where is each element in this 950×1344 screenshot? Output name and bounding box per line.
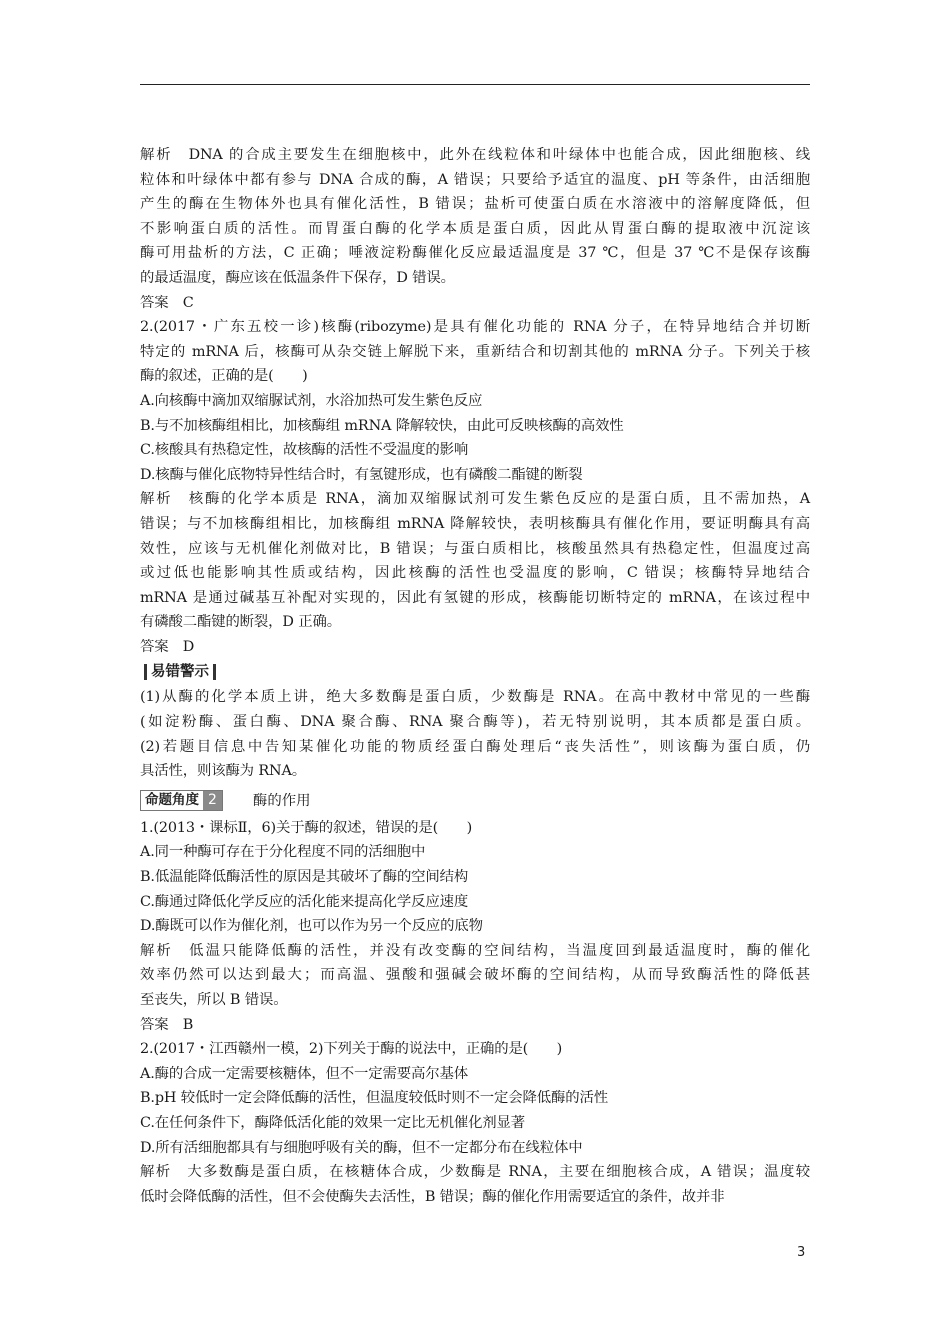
- topic-badge-label: 命题角度: [141, 791, 203, 810]
- option-line: B.低温能降低酶活性的原因是其破坏了酶的空间结构: [140, 869, 469, 886]
- question-2-stem: [140, 315, 810, 389]
- option-line: C.酶通过降低化学反应的活化能来提高化学反应速度: [140, 893, 469, 910]
- text-line: 解析 DNA 的合成主要发生在细胞核中，此外在线粒体和叶绿体中也能合成，因此细胞核、线: [140, 147, 810, 163]
- question-2-analysis: [140, 487, 810, 635]
- option-line: B.与不加核酶组相比，加核酶组 mRNA 降解较快，由此可反映核酶的高效性: [140, 417, 624, 434]
- text-line: 低时会降低酶的活性，但不会使酶失去活性，B 错误；酶的催化作用需要适宜的条件，故并非: [140, 1188, 725, 1205]
- text-line: 产生的酶在生物体外也具有催化活性，B 错误；盐析可使蛋白质在水溶液中的溶解度降低，但: [140, 196, 810, 213]
- question-2-options: [140, 389, 810, 487]
- text-line: 解析 低温只能降低酶的活性，并没有改变酶的空间结构，当温度回到最适温度时，酶的催化: [140, 942, 810, 959]
- text-line: 有磷酸二酯键的断裂，D 正确。: [140, 614, 341, 631]
- option-line: D.所有活细胞都具有与细胞呼吸有关的酶，但不一定都分布在线粒体中: [140, 1139, 583, 1156]
- analysis-prev: [140, 143, 810, 291]
- text-line: 或过低也能影响其性质或结构，因此核酶的活性也受温度的影响，C 错误；核酶特异地结合: [140, 565, 810, 582]
- option-line: C.在任何条件下，酶降低活化能的效果一定比无机催化剂显著: [140, 1114, 526, 1131]
- option-line: A.向核酶中滴加双缩脲试剂，水浴加热可发生紫色反应: [140, 392, 483, 409]
- topic2-question-2-options: [140, 1062, 810, 1160]
- text-line: 2.(2017・广东五校一诊)核酶(ribozyme)是具有催化功能的 RNA 分子，在特异地结合并切断: [140, 319, 810, 336]
- text-line: (如淀粉酶、蛋白酶、DNA 聚合酶、RNA 聚合酶等)，若无特别说明，其本质都是蛋白质。: [140, 714, 810, 731]
- bar-right-icon: [213, 664, 216, 680]
- topic-badge: [140, 786, 810, 816]
- text-line: 酶的叙述，正确的是( ): [140, 368, 308, 385]
- warning-body: [140, 685, 810, 783]
- text-line: 效性，应该与无机催化剂做对比，B 错误；与蛋白质相比，核酸虽然具有热稳定性，但温度过高: [140, 540, 810, 557]
- question-2-answer: [140, 635, 810, 660]
- answer-line: 答案 C: [140, 294, 194, 311]
- text-line: mRNA 是通过碱基互补配对实现的，因此有氢键的形成，核酶能切断特定的 mRNA，在该过程中: [140, 589, 810, 606]
- option-line: D.酶既可以作为催化剂，也可以作为另一个反应的底物: [140, 918, 483, 935]
- header-rule: [140, 84, 810, 85]
- text-line: 不影响蛋白质的活性。而胃蛋白酶的化学本质是蛋白质，因此从胃蛋白酶的提取液中沉淀该: [140, 220, 810, 237]
- text-line: 2.(2017・江西赣州一模，2)下列关于酶的说法中，正确的是( ): [140, 1041, 563, 1058]
- topic2-question-2-analysis: [140, 1160, 810, 1209]
- text-line: 1.(2013・课标Ⅱ，6)关于酶的叙述，错误的是( ): [140, 819, 473, 836]
- topic2-question-2-stem: [140, 1037, 810, 1062]
- topic-badge-number: 2: [203, 791, 222, 810]
- text-line: 解析 大多数酶是蛋白质，在核糖体合成，少数酶是 RNA，主要在细胞核合成，A 错误；温度较: [140, 1164, 810, 1181]
- text-line: 具活性，则该酶为 RNA。: [140, 763, 306, 780]
- text-line: 效率仍然可以达到最大；而高温、强酸和强碱会破坏酶的空间结构，从而导致酶活性的降低甚: [140, 967, 810, 984]
- option-line: A.酶的合成一定需要核糖体，但不一定需要高尔基体: [140, 1065, 468, 1082]
- option-line: B.pH 较低时一定会降低酶的活性，但温度较低时则不一定会降低酶的活性: [140, 1090, 608, 1107]
- text-line: (1)从酶的化学本质上讲，绝大多数酶是蛋白质，少数酶是 RNA。在高中教材中常见的一些酶: [140, 689, 810, 706]
- topic-badge-box: [140, 790, 223, 811]
- answer-line: 答案 B: [140, 1016, 194, 1033]
- warning-title: 易错警示: [151, 664, 209, 681]
- topic2-question-1-stem: [140, 816, 810, 841]
- option-line: C.核酸具有热稳定性，故核酶的活性不受温度的影响: [140, 442, 469, 459]
- document-body: [140, 143, 810, 1209]
- text-line: (2)若题目信息中告知某催化功能的物质经蛋白酶处理后“丧失活性”，则该酶为蛋白质，仍: [140, 738, 810, 755]
- option-line: A.同一种酶可存在于分化程度不同的活细胞中: [140, 844, 426, 861]
- text-line: 解析 核酶的化学本质是 RNA，滴加双缩脲试剂可发生紫色反应的是蛋白质，且不需加热，A: [140, 491, 810, 508]
- bar-left-icon: [144, 664, 147, 680]
- text-line: 至丧失，所以 B 错误。: [140, 992, 288, 1008]
- topic2-question-1-answer: [140, 1013, 810, 1038]
- text-line: 酶可用盐析的方法，C 正确；唾液淀粉酶催化反应最适温度是 37 ℃，但是 37 ℃不是保存该酶: [140, 245, 810, 262]
- warning-heading: [140, 659, 810, 685]
- answer-prev: [140, 291, 810, 316]
- topic2-question-1-analysis: [140, 939, 810, 1013]
- text-line: 粒体和叶绿体中都有参与 DNA 合成的酶，A 错误；只要给予适宜的温度、pH 等条件，由活细胞: [140, 171, 810, 188]
- answer-line: 答案 D: [140, 638, 195, 655]
- text-line: 错误；与不加核酶组相比，加核酶组 mRNA 降解较快，表明核酶具有催化作用，要证明酶具有高: [140, 515, 810, 532]
- page-number: 3: [797, 1245, 806, 1260]
- text-line: 的最适温度，酶应该在低温条件下保存，D 错误。: [140, 269, 455, 286]
- topic2-question-1-options: [140, 840, 810, 938]
- option-line: D.核酶与催化底物特异性结合时，有氢键形成，也有磷酸二酯键的断裂: [140, 466, 583, 483]
- topic-title: 酶的作用: [252, 792, 311, 809]
- text-line: 特定的 mRNA 后，核酶可从杂交链上解脱下来，重新结合和切割其他的 mRNA 分子。下列关于核: [140, 343, 810, 360]
